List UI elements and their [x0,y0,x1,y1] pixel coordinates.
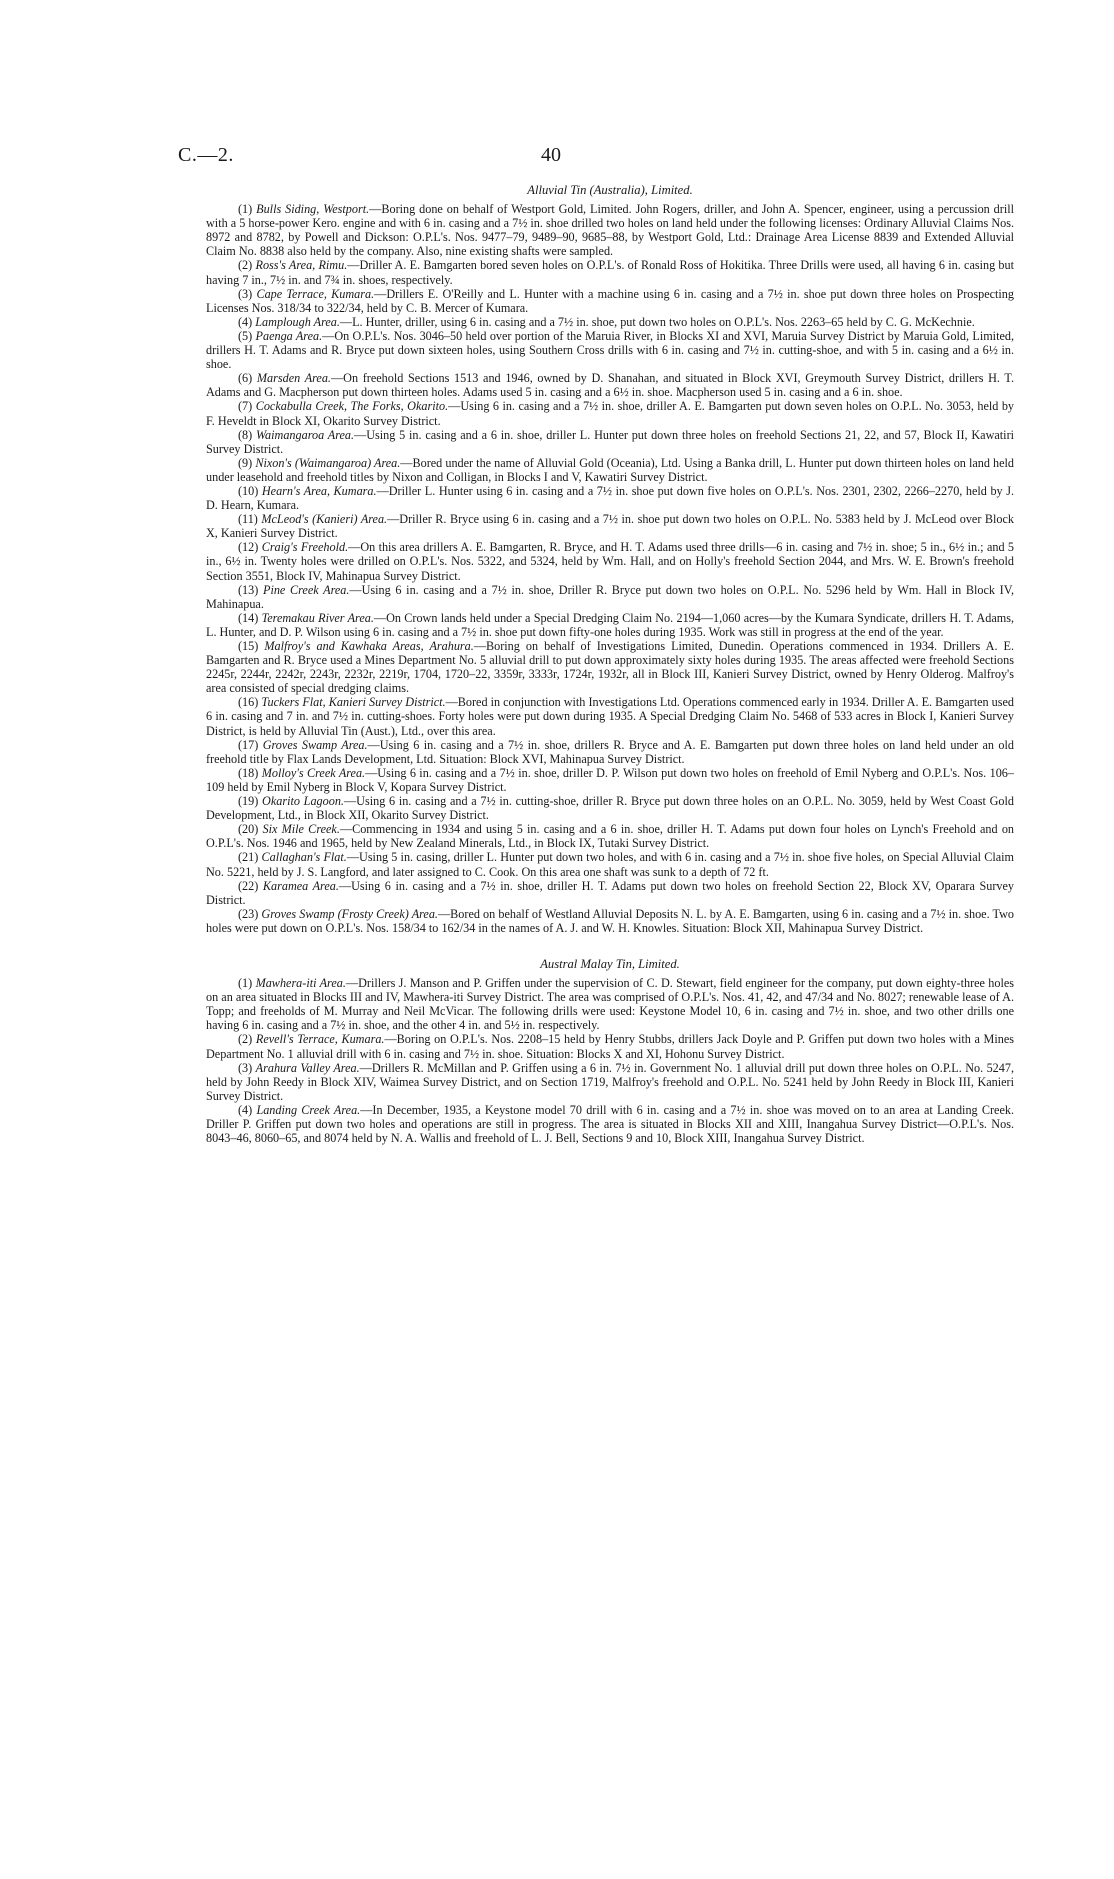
paragraph-number: (10) [238,483,259,498]
area-name: Tuckers Flat, Kanieri Survey District. [261,695,446,710]
numbered-paragraph [206,766,1014,794]
area-name: McLeod's (Kanieri) Area. [261,512,388,527]
paragraph-number: (11) [238,512,258,527]
area-name: Paenga Area. [255,328,323,343]
paragraph-number: (3) [238,286,253,301]
numbered-paragraph [206,976,1014,1032]
paragraph-number: (22) [238,878,259,893]
area-name: Ross's Area, Rimu. [255,258,348,273]
numbered-paragraph [206,258,1014,286]
area-name: Mawhera-iti Area. [255,976,346,991]
page-number: 40 [541,144,561,166]
numbered-paragraph [206,879,1014,907]
area-name: Cape Terrace, Kumara. [256,286,375,301]
numbered-paragraph [206,794,1014,822]
page-body [206,183,1014,1145]
paragraph-number: (13) [238,582,259,597]
area-name: Pine Creek Area. [263,582,350,597]
paragraph-number: (9) [238,455,253,470]
area-name: Karamea Area. [262,878,339,893]
numbered-paragraph [206,315,1014,329]
numbered-paragraph [206,329,1014,371]
paragraph-number: (16) [238,695,259,710]
area-name: Six Mile Creek. [262,822,340,837]
paragraph-number: (8) [238,427,253,442]
area-name: Landing Creek Area. [256,1102,361,1117]
paragraph-text: —Using 6 in. casing and a 7½ in. cutting-shoe, driller R. Bryce put down three holes on an O.P.L. No. 3059, held by West Coast Gold Development, Ltd., in Block XII, Okarito Survey District. [206,794,1015,823]
paragraph-text: —Drillers E. O'Reilly and L. Hunter with a machine using 6 in. casing and a 7½ in. shoe put down three holes on Prospecting Licenses Nos. 318/34 to 322/34, held by C. B. Mercer of Kumara. [206,286,1014,315]
paragraph-text: —On freehold Sections 1513 and 1946, owned by D. Shanahan, and situated in Block XVI, Greymouth Survey District, drillers H. T. Adams and G. Macpherson put down thirteen holes. Adams used 5 in. casing and a 6½ in. shoe. Macpherson used 5 in. casing and a 6 in. shoe. [206,371,1015,400]
numbered-paragraph [206,371,1014,399]
area-name: Marsden Area. [256,371,331,386]
paragraph-text: —Bored in conjunction with Investigations Ltd. Operations commenced early in 1934. Driller A. E. Bamgarten used 6 in. casing and 7 in. and 7½ in. cutting-shoes. Forty holes were put down during 1935. A Special Dredging Claim No. 5468 of 533 acres in Block I, Kanieri Survey District, is held by Alluvial Tin (Aust.), Ltd., over this area. [206,695,1014,738]
paragraph-number: (21) [238,850,259,865]
numbered-paragraph [206,1061,1014,1103]
section-heading: Austral Malay Tin, Limited. [540,956,680,971]
numbered-paragraph [206,399,1014,427]
paragraph-text: —On this area drillers A. E. Bamgarten, R. Bryce, and H. T. Adams used three drills—6 in. casing and 7½ in. shoe; 5 in., 6½ in.; and 5 in., 6½ in. Twenty holes were drilled on O.P.L's. Nos. 5322, and 5324, held by Wm. Hall, and on Holly's freehold Section 2044, and Mrs. W. E. Brown's freehold Section 3551, Block IV, Mahinapua Survey District. [206,540,1014,583]
numbered-paragraph [206,611,1014,639]
area-name: Cockabulla Creek, The Forks, Okarito. [255,399,449,414]
paragraph-text: —Using 5 in. casing, driller L. Hunter put down two holes, and with 6 in. casing and a 7½ in. shoe five holes, on Special Alluvial Claim No. 5221, held by J. S. Langford, and later assigned to C. Cook. On this area one shaft was sunk to a depth of 72 ft. [206,850,1015,879]
area-name: Revell's Terrace, Kumara. [255,1032,385,1047]
paragraph-text: —In December, 1935, a Keystone model 70 drill with 6 in. casing and a 7½ in. shoe was moved on to an area at Landing Creek. Driller P. Griffen put down two holes and operations are still in progress. The area is situated in Blocks XII and XIII, Inangahua Survey District—O.P.L's. Nos. 8043–46, 8060–65, and 8074 held by N. A. Wallis and freehold of L. J. Bell, Sections 9 and 10, Block XIII, Inangahua Survey District. [206,1102,1014,1146]
paragraph-text: —Boring done on behalf of Westport Gold, Limited. John Rogers, driller, and John A. Spencer, engineer, using a percussion drill with a 5 horse-power Kero. engine and with 6 in. casing and a 7½ in. shoe drilled two holes on land held under the following licenses: Ordinary Alluvial Claims Nos. 8972 and 8782, by Powell and Dickson: O.P.L's. Nos. 9477–79, 9489–90, 9685–88, by Westport Gold, Ltd.: Drainage Area License 8839 and Extended Alluvial Claim No. 8838 also held by the company. Also, nine existing shafts were sampled. [206,202,1014,259]
paragraph-number: (17) [238,737,259,752]
area-name: Callaghan's Flat. [261,850,347,865]
numbered-paragraph [206,850,1014,878]
numbered-paragraph [206,484,1014,512]
paragraph-text: —Drillers J. Manson and P. Griffen under the supervision of C. D. Stewart, field engineer for the company, put down eighty-three holes on an area situated in Blocks III and IV, Mawhera-iti Survey District. The area was comprised of O.P.L's. Nos. 41, 42, and 47/34 and No. 8027; renewable lease of A. Topp; and freeholds of M. Murray and Neil McVicar. The following drills were used: Keystone Model 10, 6 in. casing and 7½ in. shoe, and two other drills one having 6 in. casing and a 7½ in. shoe, and the other 4 in. and 5½ in. respectively. [206,976,1015,1033]
paragraph-number: (19) [238,794,259,809]
paragraph-number: (1) [238,202,253,217]
numbered-paragraph [206,540,1014,582]
paragraph-text: —L. Hunter, driller, using 6 in. casing and a 7½ in. shoe, put down two holes on O.P.L's. Nos. 2263–65 held by C. G. McKechnie. [339,314,975,329]
paragraph-number: (15) [238,639,259,653]
numbered-paragraph [206,695,1014,737]
area-name: Teremakau River Area. [261,610,374,625]
paragraph-number: (12) [238,540,259,555]
numbered-paragraph [206,428,1014,456]
paragraph-text: —Driller A. E. Bamgarten bored seven holes on O.P.L's. of Ronald Ross of Hokitika. Three Drills were used, all having 6 in. casing but having 7 in., 7½ in. and 7¾ in. shoes, respectively. [206,258,1015,287]
paragraph-number: (4) [238,314,253,329]
area-name: Groves Swamp (Frosty Creek) Area. [261,906,438,921]
paragraph-number: (2) [238,1032,253,1047]
paragraph-number: (7) [238,399,253,414]
paragraph-number: (20) [238,822,259,837]
paragraph-text: —Bored under the name of Alluvial Gold (Oceania), Ltd. Using a Banka drill, L. Hunter put down thirteen holes on land held under leasehold and freehold titles by Nixon and Colligan, in Blocks I and V, Kawatiri Survey District. [206,455,1015,484]
paragraph-text: —Commencing in 1934 and using 5 in. casing and a 6 in. shoe, driller H. T. Adams put down four holes on Lynch's Freehold and on O.P.L's. Nos. 1946 and 1965, held by New Zealand Minerals, Ltd., in Block IX, Tutaki Survey District. [206,822,1015,851]
numbered-paragraph [206,583,1014,611]
paragraph-number: (6) [238,371,253,386]
numbered-paragraph [206,456,1014,484]
numbered-paragraph [206,202,1014,258]
report-reference: C.—2. [178,144,234,166]
paragraph-number: (4) [238,1102,253,1117]
numbered-paragraph [206,907,1014,935]
area-name: Molloy's Creek Area. [261,765,366,780]
area-name: Bulls Siding, Westport. [256,202,370,217]
paragraph-text: —Boring on behalf of Investigations Limited, Dunedin. Operations commenced in 1934. Drillers A. E. Bamgarten and R. Bryce used a Mines Department No. 5 alluvial drill to put down approximately sixty holes during 1935. The areas affected were freehold Sections 2245r, 2244r, 2242r, 2243r, 2232r, 2219r, 1704, 1720–22, 3359r, 3333r, 1724r, 1932r, all in Block III, Kanieri Survey District, owned by Henry Olderog. Malfroy's area consisted of special dredging claims. [206,639,1014,696]
area-name: Waimangaroa Area. [256,427,355,442]
paragraph-number: (23) [238,906,259,921]
paragraph-number: (3) [238,1060,253,1075]
paragraph-text: —Driller R. Bryce using 6 in. casing and a 7½ in. shoe put down two holes on O.P.L. No. 5383 held by J. McLeod over Block X, Kanieri Survey District. [206,512,1015,541]
area-name: Craig's Freehold. [261,540,349,555]
numbered-paragraph [206,287,1014,315]
paragraph-text: —Using 6 in. casing and a 7½ in. shoe, Driller R. Bryce put down two holes on O.P.L. No. 5296 held by Wm. Hall in Block IV, Mahinapua. [206,582,1015,611]
area-name: Groves Swamp Area. [262,737,368,752]
paragraph-text: —Bored on behalf of Westland Alluvial Deposits N. L. by A. E. Bamgarten, using 6 in. casing and a 7½ in. shoe. Two holes were put down on O.P.L's. Nos. 158/34 to 162/34 in the names of A. J. and W. H. Knowles. Situation: Block XII, Mahinapua Survey District. [206,906,1014,935]
paragraph-number: (2) [238,258,253,273]
paragraph-text: —On Crown lands held under a Special Dredging Claim No. 2194—1,060 acres—by the Kumara Syndicate, drillers H. T. Adams, L. Hunter, and D. P. Wilson using 6 in. casing and a 7½ in. shoe put down fifty-one holes during 1935. Work was still in progress at the end of the year. [206,610,1015,639]
paragraph-text: —Boring on O.P.L's. Nos. 2208–15 held by Henry Stubbs, drillers Jack Doyle and P. Griffen put down two holes with a Mines Department No. 1 alluvial drill with 6 in. casing and 7½ in. shoe. Situation: Blocks X and XI, Hohonu Survey District. [206,1032,1015,1061]
numbered-paragraph [206,639,1014,695]
paragraph-text: —Using 6 in. casing and a 7½ in. shoe, drillers R. Bryce and A. E. Bamgarten put down three holes on land held under an old freehold title by Flax Lands Development, Ltd. Situation: Block XVI, Mahinapua Survey District. [206,737,1014,766]
numbered-paragraph [206,822,1014,850]
paragraph-number: (14) [238,610,259,625]
area-name: Arahura Valley Area. [255,1060,360,1075]
paragraph-text: —Using 6 in. casing and a 7½ in. shoe, driller D. P. Wilson put down two holes on freehold of Emil Nyberg and O.P.L's. Nos. 106–109 held by Emil Nyberg in Block V, Kopara Survey District. [206,765,1014,794]
paragraph-text: —Drillers R. McMillan and P. Griffen using a 6 in. 7½ in. Government No. 1 alluvial drill put down three holes on O.P.L. No. 5247, held by John Reedy in Block XIV, Waimea Survey District, and on Section 1719, Malfroy's freehold and O.P.L. No. 5241 held by John Reedy in Block III, Kanieri Survey District. [206,1060,1014,1103]
paragraph-text: —Driller L. Hunter using 6 in. casing and a 7½ in. shoe put down five holes on O.P.L's. Nos. 2301, 2302, 2266–2270, held by J. D. Hearn, Kumara. [206,483,1014,513]
numbered-paragraph [206,1032,1014,1060]
paragraph-text: —Using 6 in. casing and a 7½ in. shoe, driller A. E. Bamgarten put down seven holes on O.P.L. No. 3053, held by F. Heveldt in Block XI, Okarito Survey District. [206,399,1015,428]
section-heading: Alluvial Tin (Australia), Limited. [527,183,693,197]
numbered-paragraph [206,512,1014,540]
area-name: Okarito Lagoon. [262,794,344,809]
paragraph-text: —Using 5 in. casing and a 6 in. shoe, driller L. Hunter put down three holes on freehold Sections 21, 22, and 57, Block II, Kawatiri Survey District. [206,427,1015,456]
paragraph-text: —On O.P.L's. Nos. 3046–50 held over portion of the Maruia River, in Blocks XI and XVI, Maruia Survey District by Maruia Gold, Limited, drillers H. T. Adams and R. Bryce put down sixteen holes, using Southern Cross drills with 6 in. casing and 7½ in. cutting-shoe, and with 5 in. casing and a 6½ in. shoe. [206,328,1015,372]
paragraph-number: (18) [238,765,259,780]
paragraph-text: —Using 6 in. casing and a 7½ in. shoe, driller H. T. Adams put down two holes on freehold Section 22, Block XV, Oparara Survey District. [206,878,1015,907]
area-name: Lamplough Area. [255,314,340,329]
area-name: Malfroy's and Kawhaka Areas, Arahura. [264,639,474,653]
area-name: Hearn's Area, Kumara. [261,483,377,498]
paragraph-number: (1) [238,976,253,991]
paragraph-number: (5) [238,328,253,343]
numbered-paragraph [206,738,1014,766]
numbered-paragraph [206,1103,1014,1145]
area-name: Nixon's (Waimangaroa) Area. [255,455,401,470]
